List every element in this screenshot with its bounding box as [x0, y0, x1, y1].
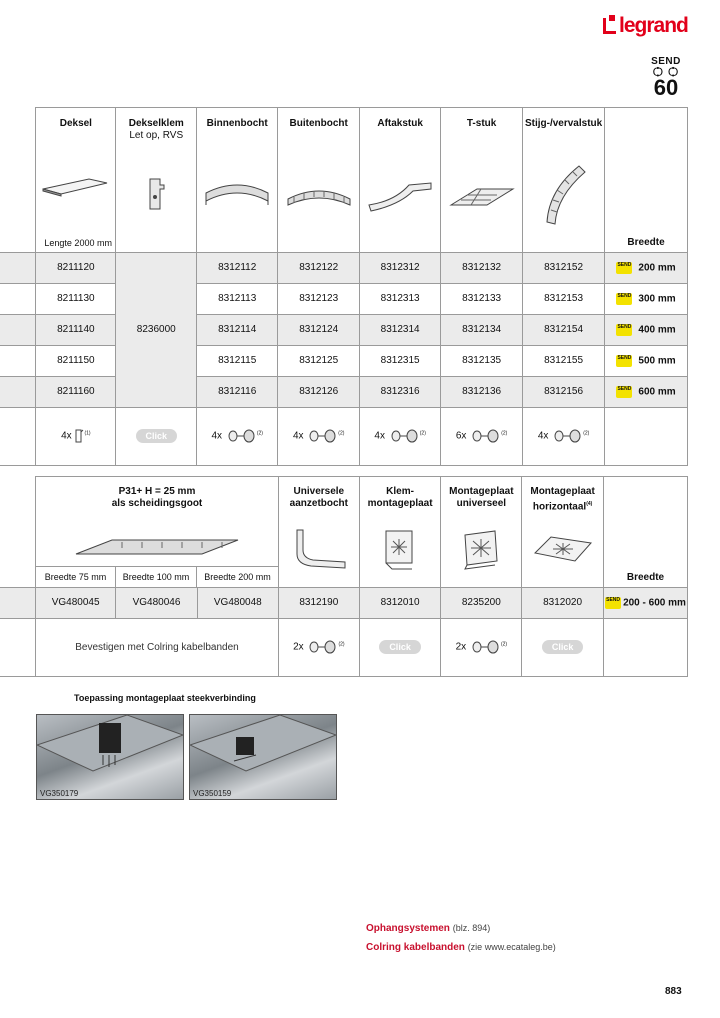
dekselklem-image-cell — [116, 142, 197, 252]
aanzetbocht-product-icon — [289, 524, 349, 574]
product-table-1 — [0, 107, 688, 466]
code-aanzetbocht: 8312190 — [278, 587, 359, 618]
table-row — [0, 587, 688, 618]
t-stuk-code: 8312132 — [441, 252, 523, 283]
width-cell: SEND 200 mm — [605, 252, 688, 283]
table2-header-row — [0, 477, 688, 514]
sub-width-200: Breedte 200 mm — [204, 571, 271, 582]
width-cell: SEND 200 - 600 mm — [603, 587, 687, 618]
aanzetbocht-image-cell — [278, 513, 359, 587]
aftakstuk-code: 8312313 — [360, 283, 441, 314]
aftakstuk-code: 8312315 — [360, 345, 441, 376]
deksel-code: 8211140 — [36, 314, 116, 345]
page-number: 883 — [665, 986, 682, 997]
dekselklem-accessory — [116, 407, 197, 465]
table-row — [0, 314, 688, 345]
stijg-vervalstuk-product-icon — [539, 160, 589, 230]
stijg-vervalstuk-image-cell — [523, 142, 605, 252]
table-row — [0, 376, 688, 407]
bolt-nut-icon — [388, 429, 420, 443]
send-icon: SEND — [605, 597, 621, 609]
binnenbocht-code: 8312116 — [197, 376, 278, 407]
table-row — [0, 345, 688, 376]
deksel-code: 8211120 — [36, 252, 116, 283]
application-title: Toepassing montageplaat steekverbinding — [74, 693, 256, 703]
code-montageplaat-universeel: 8235200 — [441, 587, 522, 618]
stijg-code: 8312153 — [523, 283, 605, 314]
dekselklem-product-icon — [144, 175, 168, 215]
p31-image-cell — [35, 513, 278, 587]
header-binnenbocht: Binnenbocht — [197, 108, 278, 143]
t-stuk-code: 8312134 — [441, 314, 523, 345]
bolt-nut-icon — [225, 429, 257, 443]
width-cell: SEND 600 mm — [605, 376, 688, 407]
stijg-accessory: 4x $^{(2)}$ — [523, 407, 605, 465]
accessory-row — [0, 407, 688, 465]
binnenbocht-image-cell — [197, 142, 278, 252]
bolt-nut-icon — [306, 640, 338, 654]
send-badge — [649, 56, 683, 99]
montageplaat-horizontaal-product-icon — [531, 529, 595, 569]
header-stijg-vervalstuk: Stijg-/vervalstuk — [523, 108, 605, 143]
send-rings-icon: Ѻ Ѻ — [652, 65, 680, 79]
width-cell: SEND 500 mm — [605, 345, 688, 376]
application-photo-1 — [36, 714, 184, 800]
application-photo-2 — [189, 714, 337, 800]
deksel-image-cell — [36, 142, 116, 252]
deksel-code: 8211150 — [36, 345, 116, 376]
code-vg480046: VG480046 — [116, 587, 197, 618]
code-vg480045: VG480045 — [35, 587, 115, 618]
bolt-nut-icon — [551, 429, 583, 443]
deksel-accessory: 4x $^{(1)}$ — [36, 407, 116, 465]
binnenbocht-product-icon — [202, 175, 272, 215]
t-stuk-code: 8312136 — [441, 376, 523, 407]
buitenbocht-code: 8312125 — [278, 345, 360, 376]
width-cell: SEND 300 mm — [605, 283, 688, 314]
send-icon: SEND — [616, 355, 632, 367]
clip-icon — [74, 428, 84, 444]
table1-header-row — [0, 108, 688, 143]
click-button[interactable]: Click — [136, 429, 178, 443]
buitenbocht-code: 8312122 — [278, 252, 360, 283]
montageplaat-universeel-image-cell — [441, 513, 522, 587]
buitenbocht-code: 8312124 — [278, 314, 360, 345]
binnenbocht-code: 8312113 — [197, 283, 278, 314]
code-vg480048: VG480048 — [197, 587, 278, 618]
binnenbocht-code: 8312114 — [197, 314, 278, 345]
photo-code-1: VG350179 — [40, 789, 79, 798]
dekselklem-code: 8236000 — [116, 252, 197, 407]
brand-name: legrand — [619, 14, 688, 37]
click-button[interactable]: Click — [542, 640, 584, 654]
bolt-nut-icon — [469, 429, 501, 443]
stijg-code: 8312154 — [523, 314, 605, 345]
aanzetbocht-accessory: 2x $^{(2)}$ — [278, 618, 359, 676]
table-row — [0, 283, 688, 314]
buitenbocht-accessory: 4x $^{(2)}$ — [278, 407, 360, 465]
stijg-code: 8312152 — [523, 252, 605, 283]
length-label: Lengte 2000 mm — [44, 237, 112, 248]
stijg-code: 8312155 — [523, 345, 605, 376]
aftakstuk-code: 8312312 — [360, 252, 441, 283]
aftakstuk-accessory: 4x $^{(2)}$ — [360, 407, 441, 465]
t-stuk-accessory: 6x $^{(2)}$ — [441, 407, 523, 465]
buitenbocht-code: 8312123 — [278, 283, 360, 314]
header-deksel: Deksel — [36, 108, 116, 143]
klem-accessory — [359, 618, 441, 676]
bolt-nut-icon — [469, 640, 501, 654]
reference-ophangsystemen[interactable]: Ophangsystemen (blz. 894) — [366, 923, 491, 934]
width-cell: SEND 400 mm — [605, 314, 688, 345]
product-table-2 — [0, 476, 688, 677]
scheidingsgoot-product-icon — [72, 530, 242, 560]
send-number: 60 — [653, 75, 679, 100]
accessory-row-2 — [0, 618, 688, 676]
send-icon: SEND — [616, 324, 632, 336]
breedte-header: Breedte — [605, 142, 688, 252]
header-montageplaat-universeel: Montageplaat universeel — [441, 477, 522, 514]
sub-width-75: Breedte 75 mm — [36, 567, 116, 587]
header-t-stuk: T-stuk — [441, 108, 523, 143]
t-stuk-code: 8312133 — [441, 283, 523, 314]
reference-colring[interactable]: Colring kabelbanden (zie www.ecataleg.be) — [366, 942, 556, 953]
buitenbocht-product-icon — [284, 175, 354, 215]
table-row — [0, 252, 688, 283]
binnenbocht-code: 8312112 — [197, 252, 278, 283]
aftakstuk-code: 8312316 — [360, 376, 441, 407]
aftakstuk-code: 8312314 — [360, 314, 441, 345]
header-p31: P31+ H = 25 mm als scheidingsgoot — [35, 477, 278, 514]
header-universele-aanzetbocht: Universele aanzetbocht — [278, 477, 359, 514]
buitenbocht-image-cell — [278, 142, 360, 252]
klem-montageplaat-product-icon — [382, 527, 418, 571]
montageplaat-horizontaal-image-cell — [522, 513, 604, 587]
stijg-code: 8312156 — [523, 376, 605, 407]
sub-width-100: Breedte 100 mm — [116, 567, 197, 587]
send-icon: SEND — [616, 386, 632, 398]
horizontaal-accessory — [522, 618, 604, 676]
header-klem-montageplaat: Klem- montageplaat — [359, 477, 441, 514]
montageplaat-universeel-product-icon — [459, 527, 503, 571]
deksel-product-icon — [41, 167, 111, 197]
send-icon: SEND — [616, 262, 632, 274]
table1-image-row — [0, 142, 688, 252]
aftakstuk-image-cell — [360, 142, 441, 252]
universeel-accessory: 2x $^{(2)}$ — [441, 618, 522, 676]
cable-tray-photo-icon — [190, 715, 336, 785]
cable-tray-photo-icon — [37, 715, 183, 785]
header-montageplaat-horizontaal: Montageplaat horizontaal$^{(4)}$ — [522, 477, 604, 514]
t-stuk-product-icon — [447, 175, 517, 215]
table2-image-row — [0, 513, 688, 587]
code-montageplaat-horizontaal: 8312020 — [522, 587, 604, 618]
klem-montageplaat-image-cell — [359, 513, 441, 587]
buitenbocht-code: 8312126 — [278, 376, 360, 407]
header-dekselklem: Dekselklem Let op, RVS — [116, 108, 197, 143]
legrand-mark-icon — [603, 18, 616, 34]
t-stuk-code: 8312135 — [441, 345, 523, 376]
t-stuk-image-cell — [441, 142, 523, 252]
deksel-code: 8211160 — [36, 376, 116, 407]
aftakstuk-product-icon — [365, 175, 435, 215]
send-icon: SEND — [616, 293, 632, 305]
fix-text: Bevestigen met Colring kabelbanden — [35, 618, 278, 676]
code-klem-montageplaat: 8312010 — [359, 587, 441, 618]
legrand-logo — [603, 14, 688, 38]
sub-width-labels — [36, 566, 278, 587]
header-aftakstuk: Aftakstuk — [360, 108, 441, 143]
bolt-nut-icon — [306, 429, 338, 443]
binnenbocht-accessory: 4x $^{(2)}$ — [197, 407, 278, 465]
click-button[interactable]: Click — [379, 640, 421, 654]
send-label: SEND — [651, 56, 681, 67]
photo-code-2: VG350159 — [193, 789, 232, 798]
breedte-header-2: Breedte — [603, 513, 687, 587]
binnenbocht-code: 8312115 — [197, 345, 278, 376]
deksel-code: 8211130 — [36, 283, 116, 314]
header-buitenbocht: Buitenbocht — [278, 108, 360, 143]
